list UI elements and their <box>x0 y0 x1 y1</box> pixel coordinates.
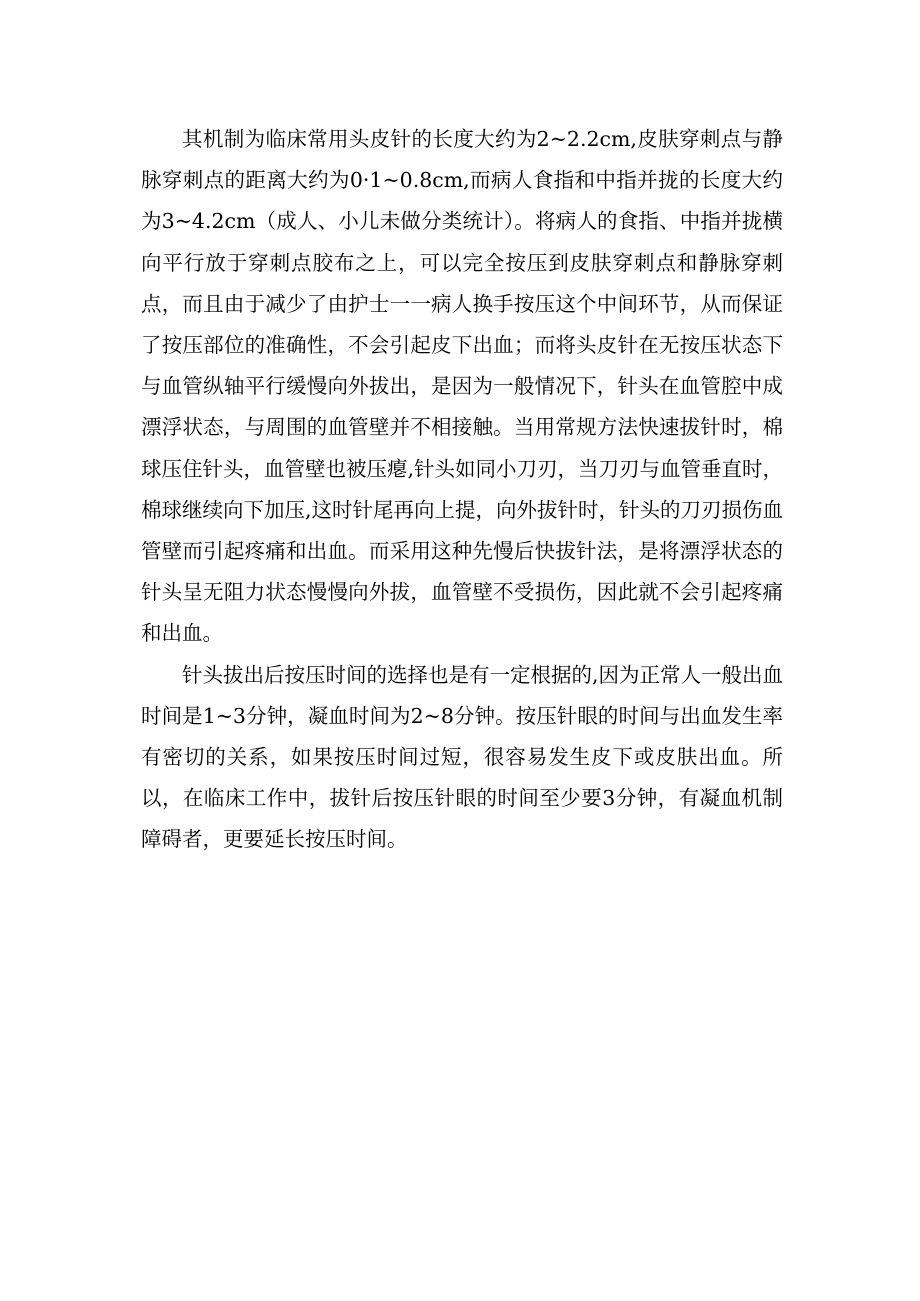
paragraph-needle-removal-mechanism: 其机制为临床常用头皮针的长度大约为2~2.2cm,皮肤穿刺点与静脉穿刺点的距离大约为0·1~0.8cm,而病人食指和中指并拢的长度大约为3~4.2cm（成人、小儿未做分类统计）。将病人的食指、中指并拢横向平行放于穿刺点胶布之上，可以完全按压到皮肤穿刺点和静脉穿刺点，而且由于减少了由护士一一病人换手按压这个中间环节，从而保证了按压部位的准确性，不会引起皮下出血；而将头皮针在无按压状态下与血管纵轴平行缓慢向外拔出，是因为一般情况下，针头在血管腔中成漂浮状态，与周围的血管壁并不相接触。当用常规方法快速拔针时，棉球压住针头，血管壁也被压瘪,针头如同小刀刃，当刀刃与血管垂直时，棉球继续向下加压,这时针尾再向上提，向外拔针时，针头的刀刃损伤血管壁而引起疼痛和出血。而采用这种先慢后快拔针法，是将漂浮状态的针头呈无阻力状态慢慢向外拔，血管壁不受损伤，因此就不会引起疼痛和出血。 <box>141 127 784 646</box>
paragraph-compression-time: 针头拔出后按压时间的选择也是有一定根据的,因为正常人一般出血时间是1~3分钟，凝血时间为2~8分钟。按压针眼的时间与出血发生率有密切的关系，如果按压时间过短，很容易发生皮下或皮肤出血。所以，在临床工作中，拔针后按压针眼的时间至少要3分钟，有凝血机制障碍者，更要延长按压时间。 <box>141 662 784 852</box>
body-text <box>141 119 783 861</box>
